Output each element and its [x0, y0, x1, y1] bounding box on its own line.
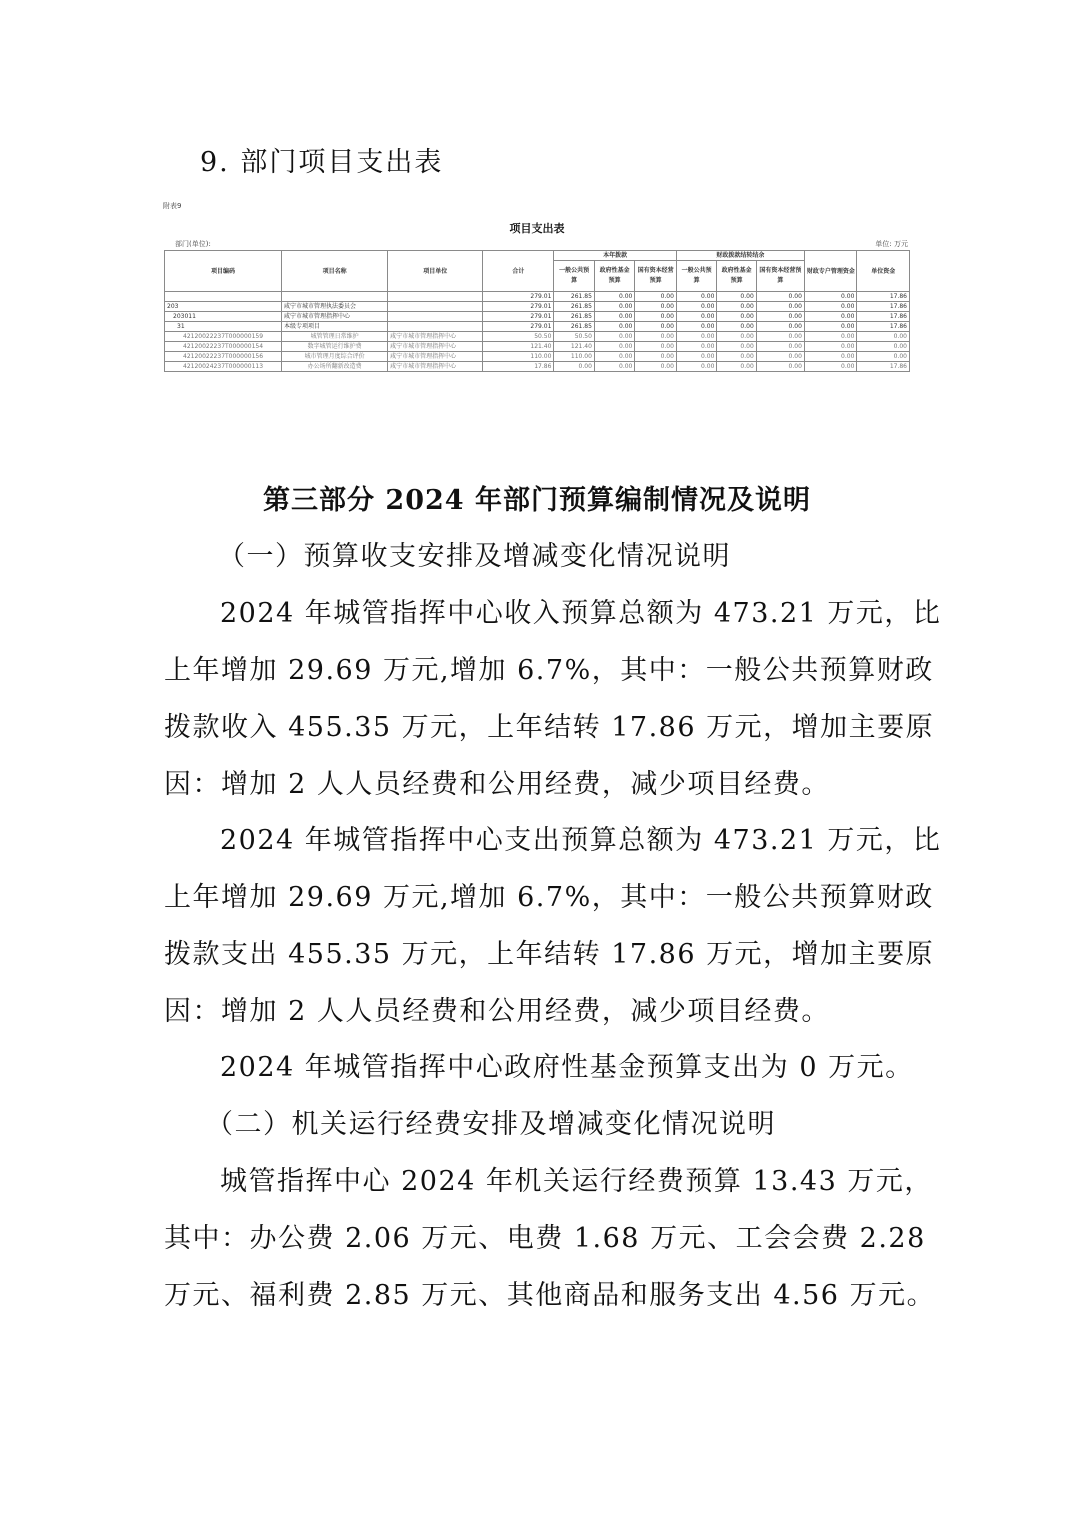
cell-value: 0.00 — [635, 352, 677, 362]
cell-value: 0.00 — [717, 342, 756, 352]
paragraph-line: 2024 年城管指挥中心支出预算总额为 473.21 万元，比 — [220, 825, 942, 856]
header-name: 项目名称 — [282, 251, 388, 292]
header-transfer: 财政拨款结转结余 — [676, 251, 804, 261]
cell-unit: 咸宁市城市管理指挥中心 — [388, 342, 483, 352]
table-row — [165, 332, 910, 342]
cell-value: 50.50 — [483, 332, 554, 342]
cell-value: 0.00 — [717, 362, 756, 372]
paragraph-line: 因：增加 2 人人员经费和公用经费，减少项目经费。 — [164, 769, 830, 800]
cell-value: 0.00 — [635, 342, 677, 352]
cell-value: 0.00 — [635, 322, 677, 332]
cell-value: 0.00 — [756, 292, 804, 302]
paragraph-line: 拨款支出 455.35 万元，上年结转 17.86 万元，增加主要原 — [164, 939, 935, 970]
cell-value: 0.00 — [594, 362, 634, 372]
header-sub: 国有资本经营预算 — [756, 261, 804, 292]
cell-value: 0.00 — [676, 362, 716, 372]
cell-value: 0.00 — [756, 312, 804, 322]
cell-unit — [388, 292, 483, 302]
cell-value: 0.00 — [857, 352, 910, 362]
unit-label: 单位: 万元 — [875, 240, 908, 248]
cell-value: 0.00 — [756, 342, 804, 352]
cell-name: 数字城管运行维护费 — [282, 342, 388, 352]
header-sub: 一般公共预算 — [676, 261, 716, 292]
cell-value: 17.86 — [857, 322, 910, 332]
annex-label: 附表9 — [163, 202, 182, 210]
cell-value: 279.01 — [483, 312, 554, 322]
cell-value: 0.00 — [804, 292, 857, 302]
section-heading: 9. 部门项目支出表 — [200, 147, 444, 178]
cell-code: 42120022237T000000154 — [165, 342, 282, 352]
cell-value: 0.00 — [635, 362, 677, 372]
cell-unit — [388, 322, 483, 332]
cell-value: 0.00 — [756, 302, 804, 312]
cell-value: 0.00 — [676, 322, 716, 332]
project-expenditure-table — [164, 250, 910, 372]
paragraph-line: 城管指挥中心 2024 年机关运行经费预算 13.43 万元， — [220, 1166, 933, 1197]
cell-value: 17.86 — [857, 292, 910, 302]
cell-value: 0.00 — [635, 312, 677, 322]
cell-value: 110.00 — [554, 352, 594, 362]
cell-value: 0.00 — [594, 352, 634, 362]
paragraph-line: 2024 年城管指挥中心政府性基金预算支出为 0 万元。 — [220, 1052, 914, 1083]
subheading-budget: （一）预算收支安排及增减变化情况说明 — [218, 541, 731, 572]
table-row — [165, 362, 910, 372]
cell-value: 0.00 — [804, 322, 857, 332]
cell-value: 0.00 — [676, 292, 716, 302]
cell-value: 17.86 — [483, 362, 554, 372]
cell-value: 0.00 — [756, 362, 804, 372]
cell-code: 42120024237T000000113 — [165, 362, 282, 372]
cell-value: 17.86 — [857, 312, 910, 322]
cell-value: 261.85 — [554, 302, 594, 312]
cell-name: 本级专项项目 — [282, 322, 388, 332]
part-title: 第三部分 2024 年部门预算编制情况及说明 — [263, 485, 811, 516]
cell-value: 0.00 — [857, 332, 910, 342]
subheading-operating: （二）机关运行经费安排及增减变化情况说明 — [206, 1109, 776, 1140]
table-row — [165, 342, 910, 352]
paragraph-line: 万元、福利费 2.85 万元、其他商品和服务支出 4.56 万元。 — [164, 1280, 936, 1311]
cell-value: 0.00 — [717, 332, 756, 342]
cell-name — [282, 292, 388, 302]
cell-value: 0.00 — [676, 332, 716, 342]
header-code: 项目编码 — [165, 251, 282, 292]
header-sub: 政府性基金预算 — [717, 261, 756, 292]
cell-name: 咸宁市城市管理指挥中心 — [282, 312, 388, 322]
table-title: 项目支出表 — [509, 222, 565, 235]
dept-label: 部门(单位): — [175, 240, 211, 248]
cell-value: 0.00 — [717, 312, 756, 322]
cell-value: 0.00 — [804, 342, 857, 352]
cell-value: 0.00 — [804, 312, 857, 322]
cell-value: 0.00 — [804, 302, 857, 312]
cell-value: 0.00 — [717, 292, 756, 302]
cell-value: 0.00 — [594, 292, 634, 302]
cell-unit — [388, 312, 483, 322]
cell-value: 110.00 — [483, 352, 554, 362]
header-sub: 政府性基金预算 — [594, 261, 634, 292]
cell-code: 42120022237T000000156 — [165, 352, 282, 362]
cell-value: 121.40 — [554, 342, 594, 352]
header-special: 财政专户管理资金 — [804, 251, 857, 292]
cell-value: 0.00 — [756, 322, 804, 332]
header-own: 单位资金 — [857, 251, 910, 292]
cell-value: 0.00 — [635, 332, 677, 342]
header-sub: 国有资本经营预算 — [635, 261, 677, 292]
cell-code: 203011 — [165, 312, 282, 322]
cell-value: 0.00 — [594, 342, 634, 352]
cell-value: 0.00 — [676, 352, 716, 362]
cell-unit — [388, 302, 483, 312]
cell-code: 42120022237T000000159 — [165, 332, 282, 342]
cell-unit: 咸宁市城市管理指挥中心 — [388, 362, 483, 372]
table-row — [165, 292, 910, 302]
cell-value: 121.40 — [483, 342, 554, 352]
paragraph-line: 上年增加 29.69 万元,增加 6.7%，其中：一般公共预算财政 — [164, 882, 934, 913]
cell-value: 0.00 — [594, 332, 634, 342]
cell-value: 17.86 — [857, 362, 910, 372]
cell-value: 0.00 — [554, 362, 594, 372]
header-current-year: 本年拨款 — [554, 251, 677, 261]
table-row — [165, 302, 910, 312]
cell-value: 0.00 — [717, 352, 756, 362]
table-row — [165, 352, 910, 362]
cell-name: 办公场所翻新改造费 — [282, 362, 388, 372]
cell-value: 0.00 — [676, 342, 716, 352]
cell-value: 17.86 — [857, 302, 910, 312]
cell-value: 0.00 — [594, 312, 634, 322]
cell-value: 0.00 — [756, 352, 804, 362]
header-unit: 项目单位 — [388, 251, 483, 292]
table-row — [165, 312, 910, 322]
cell-value: 0.00 — [857, 342, 910, 352]
cell-value: 50.50 — [554, 332, 594, 342]
cell-value: 0.00 — [635, 292, 677, 302]
cell-name: 咸宁市城市管理执法委员会 — [282, 302, 388, 312]
cell-value: 261.85 — [554, 322, 594, 332]
cell-unit: 咸宁市城市管理指挥中心 — [388, 332, 483, 342]
paragraph-line: 因：增加 2 人人员经费和公用经费，减少项目经费。 — [164, 996, 830, 1027]
cell-value: 0.00 — [717, 302, 756, 312]
cell-value: 0.00 — [635, 302, 677, 312]
cell-name: 城管管理日常维护 — [282, 332, 388, 342]
paragraph-line: 其中：办公费 2.06 万元、电费 1.68 万元、工会会费 2.28 — [164, 1223, 926, 1254]
cell-value: 279.01 — [483, 302, 554, 312]
cell-value: 279.01 — [483, 322, 554, 332]
cell-value: 261.85 — [554, 292, 594, 302]
paragraph-line: 拨款收入 455.35 万元，上年结转 17.86 万元，增加主要原 — [164, 712, 935, 743]
cell-value: 0.00 — [676, 302, 716, 312]
table-row — [165, 322, 910, 332]
cell-value: 261.85 — [554, 312, 594, 322]
cell-value: 0.00 — [594, 322, 634, 332]
cell-value: 0.00 — [717, 322, 756, 332]
cell-value: 0.00 — [804, 352, 857, 362]
paragraph-line: 上年增加 29.69 万元,增加 6.7%，其中：一般公共预算财政 — [164, 655, 934, 686]
cell-code — [165, 292, 282, 302]
cell-value: 0.00 — [804, 332, 857, 342]
cell-unit: 咸宁市城市管理指挥中心 — [388, 352, 483, 362]
header-sub: 一般公共预算 — [554, 261, 594, 292]
cell-value: 0.00 — [594, 302, 634, 312]
cell-value: 279.01 — [483, 292, 554, 302]
cell-code: 31 — [165, 322, 282, 332]
cell-value: 0.00 — [756, 332, 804, 342]
cell-value: 0.00 — [676, 312, 716, 322]
cell-code: 203 — [165, 302, 282, 312]
cell-value: 0.00 — [804, 362, 857, 372]
header-total: 合计 — [483, 251, 554, 292]
paragraph-line: 2024 年城管指挥中心收入预算总额为 473.21 万元，比 — [220, 598, 942, 629]
cell-name: 城市管理月度综合评价 — [282, 352, 388, 362]
